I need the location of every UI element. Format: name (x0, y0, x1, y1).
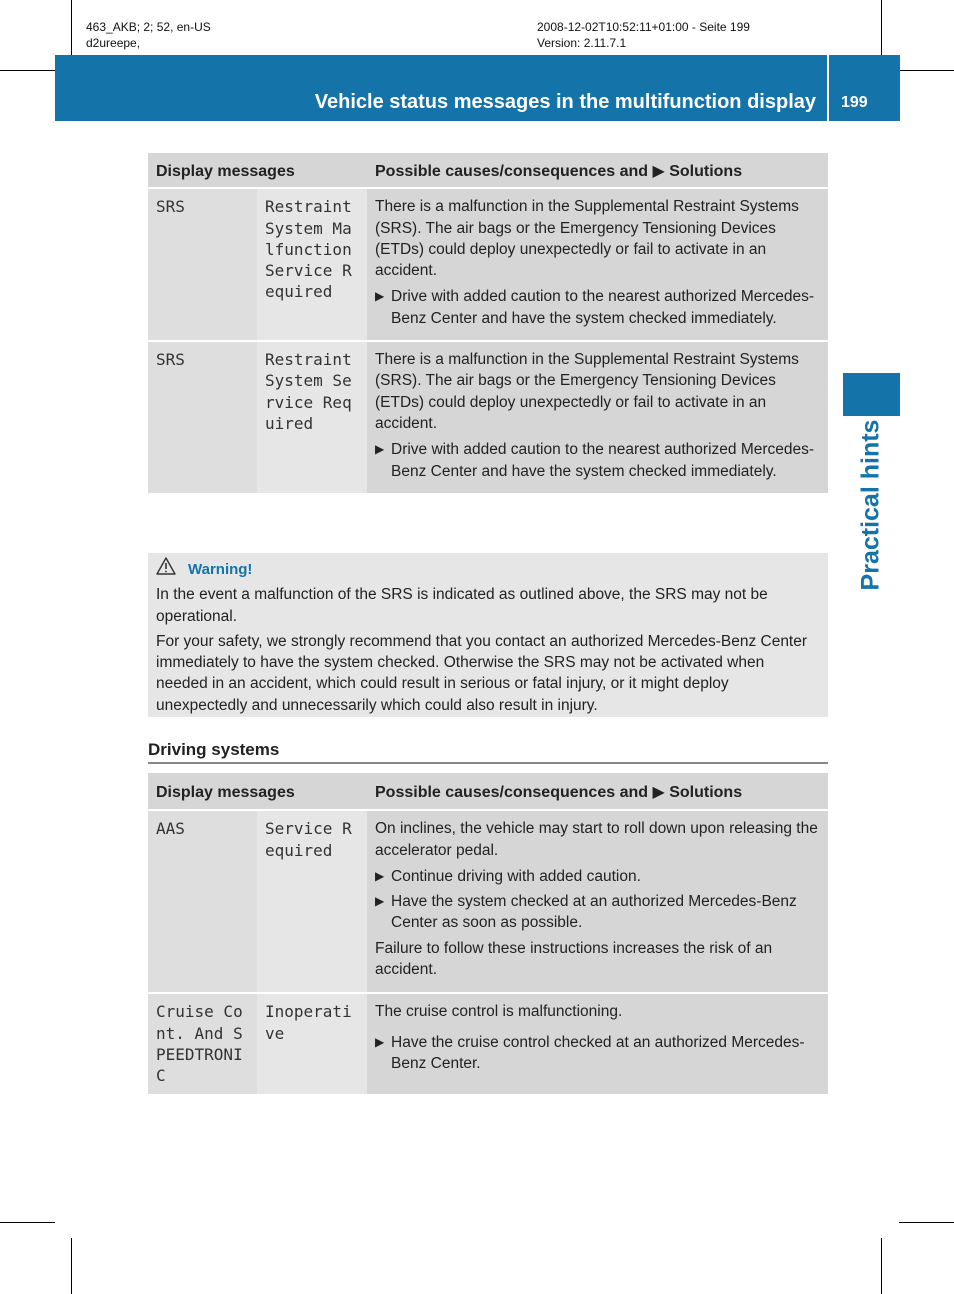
causes-cell (367, 810, 828, 993)
message-code: AAS (148, 810, 257, 993)
print-meta-left (86, 19, 211, 51)
crop-mark (881, 1238, 882, 1294)
cause-footer: Failure to follow these instructions increases the risk of an accident. (375, 939, 773, 979)
crop-mark (71, 1238, 72, 1294)
causes-cell (367, 188, 828, 341)
page-title: Vehicle status messages in the multifunction display (314, 91, 816, 113)
table-header-row (148, 773, 828, 810)
meta-right-line2: Version: 2.11.7.1 (537, 36, 627, 50)
warning-triangle-icon (156, 557, 176, 581)
message-text: Restraint System Service Required (257, 341, 367, 494)
message-code: SRS (148, 341, 257, 494)
chapter-header (55, 55, 900, 121)
solution-text: Drive with added caution to the nearest authorized Mercedes-Benz Center and have the system checked immediately. (391, 441, 815, 480)
warning-heading (156, 557, 820, 581)
crop-mark (881, 0, 882, 55)
cause-description: There is a malfunction in the Supplemental Restraint Systems (SRS). The air bags or the Emergency Tensioning Devices (ETDs) could deploy unexpectedly or fail to activate in an accident. (375, 198, 799, 280)
arrow-right-icon: ▶ (375, 868, 385, 883)
col-header-causes-solutions: Possible causes/consequences and ▶ Solutions (367, 153, 828, 188)
crop-mark (899, 70, 954, 71)
col-header-display-messages: Display messages (148, 773, 367, 810)
col-header-display-messages: Display messages (148, 153, 367, 188)
message-code: SRS (148, 188, 257, 341)
warning-paragraph: For your safety, we strongly recommend that you contact an authorized Mercedes-Benz Center immediately to have the system checked. Otherwise the SRS may not be activated when needed in an accident, which could result in serious or fatal injury, or it might deploy unexpectedly and unnecessarily which could also result in injury. (156, 632, 808, 714)
message-text: Restraint System Malfunction Service Required (257, 188, 367, 341)
solution-text: Have the system checked at an authorized Mercedes-Benz Center as soon as possible. (391, 893, 797, 932)
crop-mark (0, 1222, 55, 1223)
solution-item (375, 891, 821, 934)
cause-description: On inclines, the vehicle may start to roll down upon releasing the accelerator pedal. (375, 820, 818, 859)
table-row (148, 188, 828, 341)
arrow-right-icon: ▶ (375, 1034, 385, 1049)
section-heading: Driving systems (148, 740, 280, 759)
warning-paragraph: In the event a malfunction of the SRS is indicated as outlined above, the SRS may not be operational. (156, 586, 768, 625)
table-header-row (148, 153, 828, 188)
driving-systems-table (148, 773, 828, 1096)
header-divider (827, 55, 829, 121)
solution-text: Have the cruise control checked at an authorized Mercedes-Benz Center. (391, 1033, 805, 1072)
crop-mark (71, 0, 72, 55)
arrow-right-icon: ▶ (375, 442, 385, 457)
meta-left-line1: 463_AKB; 2; 52, en-US (86, 20, 211, 34)
arrow-right-icon: ▶ (375, 289, 385, 304)
chapter-side-label: Practical hints (856, 419, 885, 591)
cause-description: There is a malfunction in the Supplemental Restraint Systems (SRS). The air bags or the Emergency Tensioning Devices (ETDs) could deploy unexpectedly or fail to activate in an accident. (375, 351, 799, 432)
srs-messages-table (148, 153, 828, 495)
causes-cell (367, 341, 828, 494)
causes-cell (367, 993, 828, 1094)
solution-item (375, 1032, 821, 1075)
crop-mark (0, 70, 55, 71)
arrow-right-icon: ▶ (375, 894, 385, 909)
cause-description: The cruise control is malfunctioning. (375, 1003, 623, 1021)
table-row (148, 993, 828, 1094)
warning-title: Warning! (188, 560, 253, 578)
chapter-tab (843, 373, 900, 416)
solution-item (375, 866, 821, 887)
solution-text: Drive with added caution to the nearest authorized Mercedes-Benz Center and have the system checked immediately. (391, 288, 815, 327)
message-code: Cruise Cont. And SPEEDTRONIC (148, 993, 257, 1094)
message-text: Service Required (257, 810, 367, 993)
solution-item (375, 439, 821, 482)
meta-left-line2: d2ureepe, (86, 36, 141, 50)
warning-box (148, 553, 828, 717)
crop-mark (899, 1222, 954, 1223)
message-text: Inoperative (257, 993, 367, 1094)
print-meta-right (537, 19, 750, 51)
solution-item (375, 286, 821, 329)
table-row (148, 341, 828, 494)
table-row (148, 810, 828, 993)
section-divider (148, 762, 828, 764)
page-number: 199 (841, 94, 868, 111)
meta-right-line1: 2008-12-02T10:52:11+01:00 - Seite 199 (537, 20, 750, 34)
col-header-causes-solutions: Possible causes/consequences and ▶ Solutions (367, 773, 828, 810)
solution-text: Continue driving with added caution. (391, 867, 641, 885)
